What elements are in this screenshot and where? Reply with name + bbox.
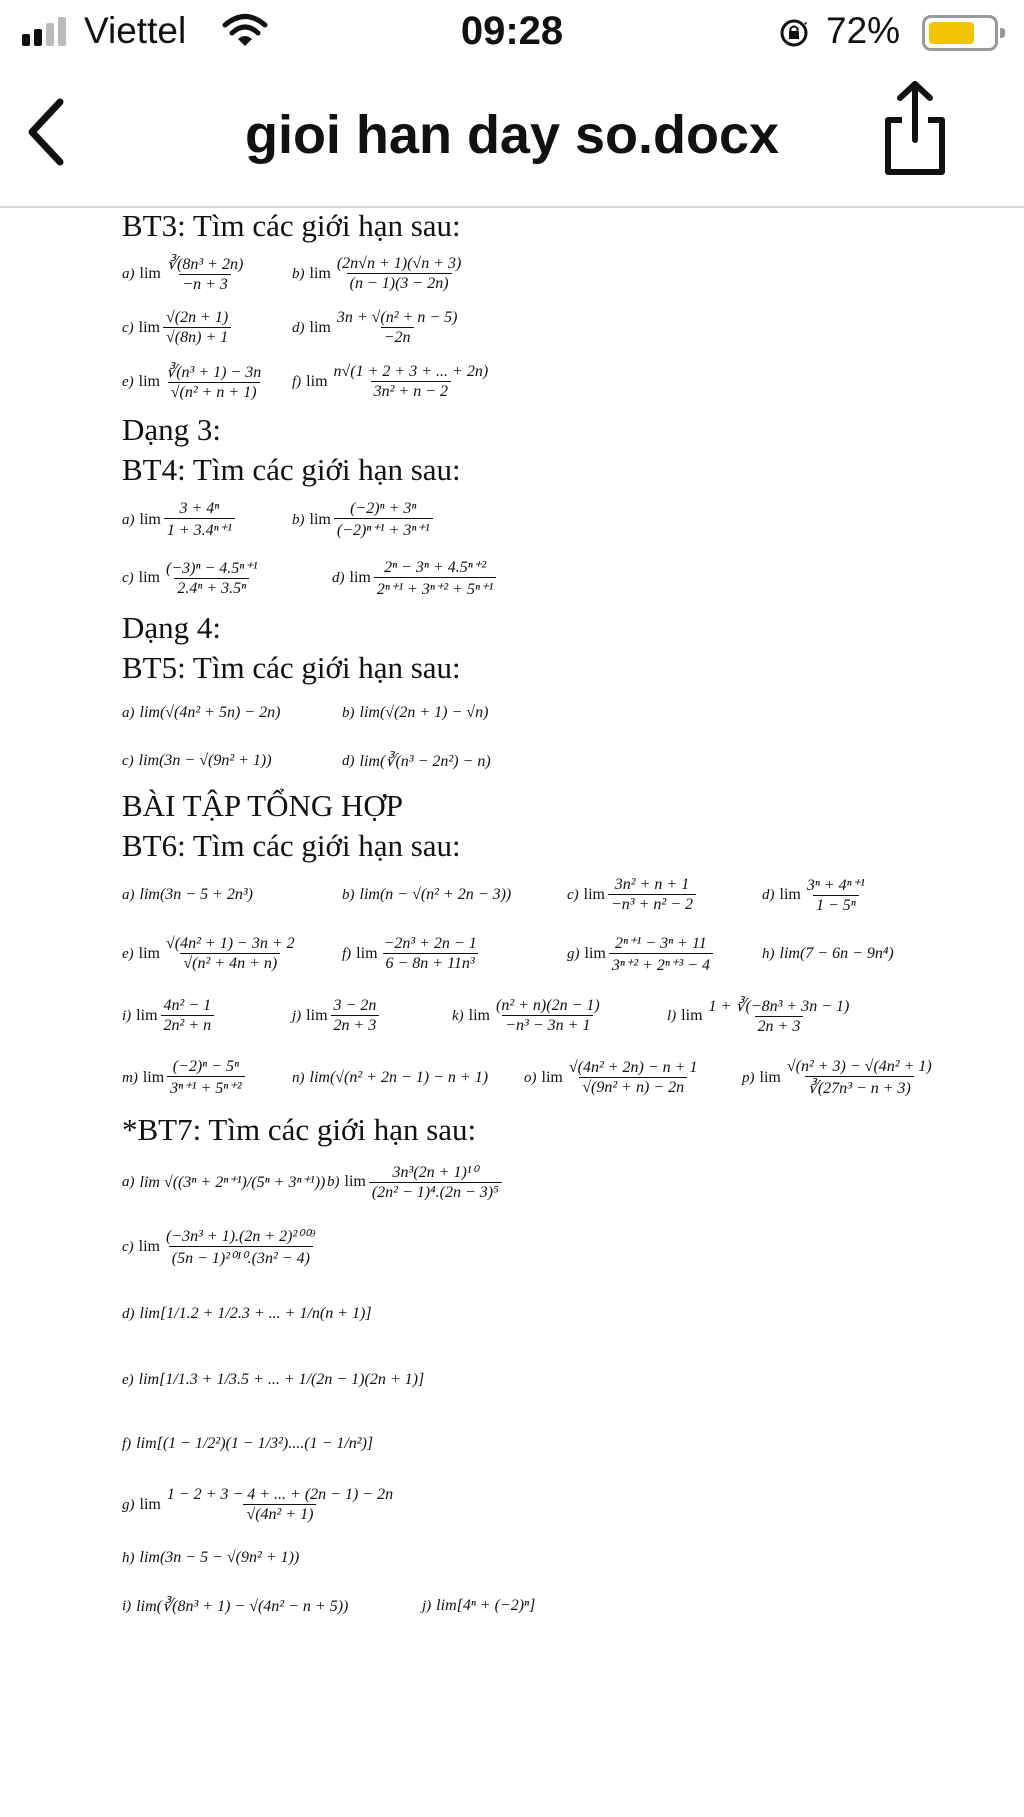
exercise-item: j) lim 3 − 2n 2n + 3	[292, 997, 452, 1035]
exercise-item: d) lim 2ⁿ − 3ⁿ + 4.5ⁿ⁺² 2ⁿ⁺¹ + 3ⁿ⁺² + 5ⁿ⁺¹	[332, 557, 496, 599]
exercise-item: p) lim √(n² + 3) − √(4n² + 1) ∛(27n³ − n + 3)	[742, 1058, 932, 1097]
exercise-item: l) lim 1 + ∛(−8n³ + 3n − 1) 2n + 3	[667, 998, 850, 1035]
exercise-item: f) lim −2n³ + 2n − 1 6 − 8n + 11n³	[342, 935, 477, 972]
exercise-item: e) lim[1/1.3 + 1/3.5 + ... + 1/(2n − 1)(2n + 1)]	[122, 1371, 425, 1388]
exercise-item: a) lim √((3ⁿ + 2ⁿ⁺¹)/(5ⁿ + 3ⁿ⁺¹))	[122, 1173, 326, 1191]
exercise-item: e) lim √(4n² + 1) − 3n + 2 √(n² + 4n + n)	[122, 935, 295, 972]
exercise-item: b) lim (2n√n + 1)(√n + 3) (n − 1)(3 − 2n)	[292, 255, 462, 292]
exercise-item: h) lim(7 − 6n − 9n⁴)	[762, 945, 894, 962]
exercise-item: i) lim(∛(8n³ + 1) − √(4n² − n + 5))	[122, 1597, 349, 1615]
exercise-heading: BT4: Tìm các giới hạn sau:	[122, 452, 461, 487]
exercise-item: o) lim √(4n² + 2n) − n + 1 √(9n² + n) − 2n	[524, 1059, 698, 1096]
share-icon	[888, 84, 942, 172]
carrier-name: Viettel	[84, 10, 187, 51]
exercise-item: b) lim(n − √(n² + 2n − 3))	[342, 886, 512, 903]
exercise-item: d) lim 3n + √(n² + n − 5) −2n	[292, 309, 458, 346]
document-title: gioi han day so.docx	[244, 105, 780, 165]
exercise-item: f) lim[(1 − 1/2²)(1 − 1/3²)....(1 − 1/n²)]	[122, 1435, 374, 1452]
exercise-item: c) lim √(2n + 1) √(8n) + 1	[122, 309, 292, 347]
section-heading: Dạng 3:	[122, 412, 222, 447]
exercise-item: d) lim[1/1.2 + 1/2.3 + ... + 1/n(n + 1)]	[122, 1305, 372, 1322]
exercise-item: a) lim ∛(8n³ + 2n) −n + 3	[122, 256, 244, 293]
orientation-lock-icon	[778, 17, 810, 49]
section-heading: Dạng 4:	[122, 610, 222, 645]
exercise-item: m) lim (−2)ⁿ − 5ⁿ 3ⁿ⁺¹ + 5ⁿ⁺²	[122, 1058, 292, 1098]
exercise-item: g) lim 1 − 2 + 3 − 4 + ... + (2n − 1) − 2n √(4n² + 1)	[122, 1486, 394, 1523]
exercise-item: a) lim(√(4n² + 5n) − 2n)	[122, 704, 281, 721]
exercise-item: i) lim 4n² − 1 2n² + n	[122, 997, 292, 1035]
exercise-item: c) lim(3n − √(9n² + 1))	[122, 752, 272, 769]
status-bar	[0, 0, 1024, 66]
exercise-item: d) lim 3ⁿ + 4ⁿ⁺¹ 1 − 5ⁿ	[762, 877, 865, 914]
battery-percent: 72%	[826, 10, 901, 51]
section-heading: BÀI TẬP TỔNG HỢP	[122, 788, 404, 823]
status-time: 09:28	[460, 9, 564, 53]
share-button[interactable]	[880, 80, 950, 180]
exercise-item: n) lim(√(n² + 2n − 1) − n + 1)	[292, 1069, 489, 1086]
exercise-heading: BT6: Tìm các giới hạn sau:	[122, 828, 461, 863]
exercise-item: b) lim(√(2n + 1) − √n)	[342, 704, 489, 721]
exercise-heading: *BT7: Tìm các giới hạn sau:	[122, 1112, 477, 1147]
navigation-bar	[0, 66, 1024, 208]
exercise-item: b) lim 3n³(2n + 1)¹⁰ (2n² − 1)⁴.(2n − 3)⁵	[327, 1162, 502, 1202]
exercise-item: c) lim (−3n³ + 1).(2n + 2)²⁰⁰⁹ (5n − 1)²⁰¹⁰.(3n² − 4)	[122, 1228, 316, 1267]
exercise-heading: BT3: Tìm các giới hạn sau:	[122, 208, 461, 243]
exercise-item: a) lim 3 + 4ⁿ 1 + 3.4ⁿ⁺¹	[122, 500, 292, 540]
exercise-item: k) lim (n² + n)(2n − 1) −n³ − 3n + 1	[452, 997, 600, 1034]
exercise-item: g) lim 2ⁿ⁺¹ − 3ⁿ + 11 3ⁿ⁺² + 2ⁿ⁺³ − 4	[567, 933, 762, 975]
exercise-item: c) lim (−3)ⁿ − 4.5ⁿ⁺¹ 2.4ⁿ + 3.5ⁿ	[122, 560, 258, 597]
exercise-item: a) lim(3n − 5 + 2n³)	[122, 886, 253, 903]
exercise-item: h) lim(3n − 5 − √(9n² + 1))	[122, 1549, 300, 1566]
exercise-item: b) lim (−2)ⁿ + 3ⁿ (−2)ⁿ⁺¹ + 3ⁿ⁺¹	[292, 500, 433, 540]
document-content	[122, 206, 1002, 1634]
battery-icon	[922, 15, 998, 51]
exercise-item: c) lim 3n² + n + 1 −n³ + n² − 2	[567, 876, 762, 914]
exercise-item: e) lim ∛(n³ + 1) − 3n √(n² + n + 1)	[122, 364, 262, 401]
exercise-item: f) lim n√(1 + 2 + 3 + ... + 2n) 3n² + n − 2	[292, 363, 489, 400]
exercise-item: j) lim[4ⁿ + (−2)ⁿ]	[422, 1597, 536, 1614]
exercise-item: d) lim(∛(n³ − 2n²) − n)	[342, 752, 491, 770]
exercise-heading: BT5: Tìm các giới hạn sau:	[122, 650, 461, 685]
